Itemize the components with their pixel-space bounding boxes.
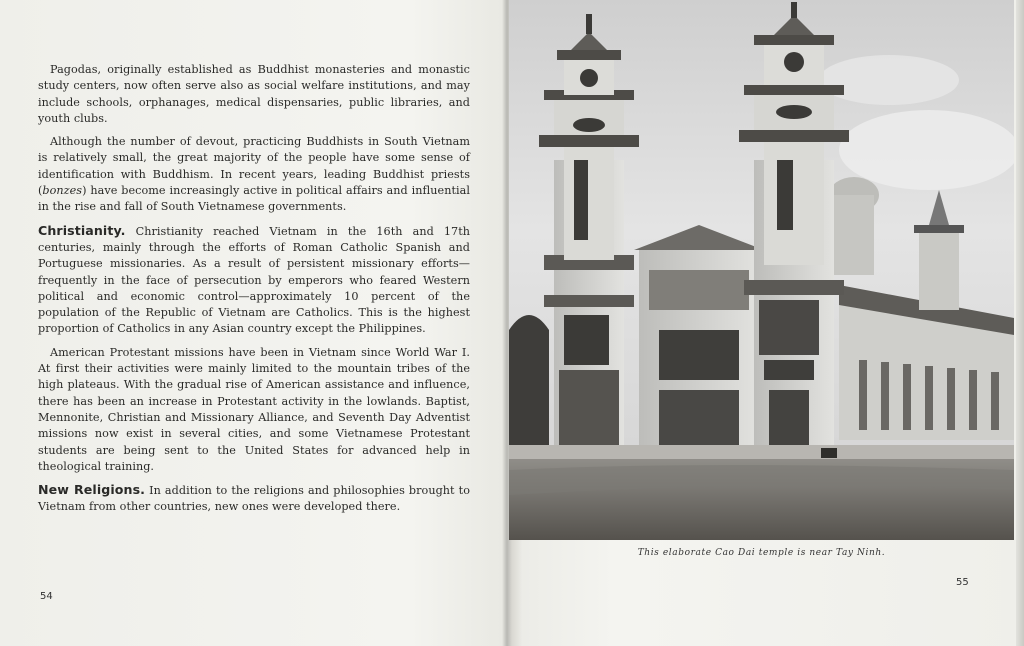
paragraph-text: Although the number of devout, practicing Buddhists in South Vietnam is relatively small, the great majority of the people have some sense of identification with Buddhism. In recent years, leading Buddhist priests (	[38, 135, 470, 198]
left-page	[0, 0, 506, 646]
emphasis-bonzes: bonzes	[42, 184, 83, 198]
paragraph-text: In addition to the religions and philosophies brought to Vietnam from other countries, new ones were developed there.	[38, 484, 470, 514]
body-text	[38, 62, 470, 523]
paragraph-text: Pagodas, originally established as Buddhist monasteries and monastic study centers, now often serve also as social welfare institutions, and may include schools, orphanages, medical dispensaries, public libraries, and youth clubs.	[38, 63, 470, 125]
paragraph-protestant	[38, 345, 470, 475]
page-number-left: 54	[40, 591, 53, 602]
paragraph-new-religions	[38, 482, 470, 516]
page-number-right: 55	[956, 577, 969, 588]
paragraph-text: ) have become increasingly active in political affairs and influential in the rise and fall of South Vietnamese governments.	[38, 184, 470, 214]
section-heading-new-religions: New Religions.	[38, 482, 146, 498]
temple-photo	[509, 0, 1014, 540]
photo-caption: This elaborate Cao Dai temple is near Tay Ninh.	[637, 548, 886, 558]
paragraph-christianity	[38, 223, 470, 338]
cao-dai-temple-illustration	[509, 0, 1014, 540]
paragraph-text: American Protestant missions have been in Vietnam since World War I. At first their activities were mainly limited to the mountain tribes of the high plateaus. With the gradual rise of American assistance and influence, there has been an increase in Protestant activity in the lowlands. Baptist, Mennonite, Christian and Missionary Alliance, and Seventh Day Adventist missions now exist in several cities, and some Vietnamese Protestant students are being sent to the United States for advanced help in theological training.	[38, 345, 470, 473]
paragraph-pagodas	[38, 62, 470, 127]
page-edge	[1016, 0, 1024, 646]
section-heading-christianity: Christianity.	[38, 222, 126, 238]
paragraph-text: Christianity reached Vietnam in the 16th and 17th centuries, mainly through the efforts of Roman Catholic Spanish and Portuguese missionaries. As a result of persistent missionary efforts—frequently in the face of persecution by emperors who feared Western political and economic control—approximately 10 percent of the population of the Republic of Vietnam are Catholics. This is the highest proportion of Catholics in any Asian country except the Philippines.	[38, 224, 471, 336]
paragraph-buddhists	[38, 134, 470, 215]
